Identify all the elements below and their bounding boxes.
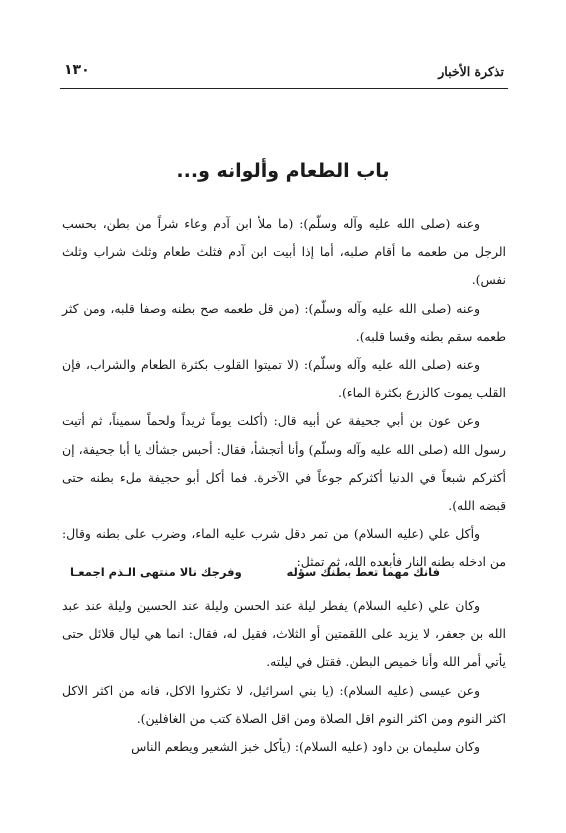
chapter-title: باب الطعام وألوانه و... [176, 160, 390, 182]
paragraph: وعنه (صلى الله عليه وآله وسلّم): (لا تميتوا القلوب بكثرة الطعام والشراب، فإن القلب يموت كالزرع بكثرة الماء). [62, 357, 506, 401]
text-block-top [62, 210, 506, 577]
page-number: ١٣٠ [64, 62, 90, 78]
paragraph: وكان علي (عليه السلام) يفطر ليلة عند الحسن وليلة عند الحسين وليلة عند عبد الله بن جعفر، لا يزيد على اللقمتين أو الثلاث، فقيل له، فقال: انما هي ليال قلائل حتى يأتي أمر الله وأنا خميص البطن. فقتل في ليلته. [62, 598, 506, 670]
paragraph: وعنه (صلى الله عليه وآله وسلّم): (من قل طعمه صح بطنه وصفا قلبه، ومن كثر طعمه سقم بطنه وقسا قلبه). [62, 300, 506, 344]
verse-hemistich-right: فانك مهما تعط بطنك سؤله [286, 565, 440, 579]
page-header [60, 58, 508, 89]
text-block-bottom [62, 592, 506, 761]
paragraph: وعنه (صلى الله عليه وآله وسلّم): (ما ملأ ابن آدم وعاء شراً من بطن، بحسب الرجل من طعمه ما أقام صلبه، أما إذا أبيت ابن آدم فثلث طعام وثلث شراب وثلث نفس). [62, 216, 506, 288]
verse-hemistich-left: وفرجك نالا منتهى الـذم اجمعـا [70, 565, 242, 579]
paragraph: وأكل علي (عليه السلام) من تمر دقل شرب عليه الماء، وضرب على بطنه وقال: من ادخله بطنه النار فأبعده الله، ثم تمثل: [62, 526, 506, 570]
paragraph: وعن عون بن أبي جحيفة عن أبيه قال: (أكلت يوماً ثريداً ولحماً سميناً، ثم أتيت رسول الله (صلى الله عليه وآله وسلّم) وأنا أتجشأ، فقال: أحبس جشأك يا أبا جحيفة، إن أكثركم شبعاً في الدنيا أكثركم جوعاً في الآخرة. فما أكل أبو حجيفة ملء بطنه حتى قبضه الله). [62, 413, 506, 514]
paragraph: وكان سليمان بن داود (عليه السلام): (يأكل خبز الشعير ويطعم الناس [131, 739, 480, 755]
poetry-verse [70, 565, 500, 587]
running-title: تذكرة الأخبار [438, 64, 504, 79]
paragraph: وعن عيسى (عليه السلام): (يا بني اسرائيل، لا تكثروا الاكل، فانه من اكثر الاكل اكثر النوم ومن اكثر النوم اقل الصلاة ومن اقل الصلاة كتب من الغافلين). [62, 682, 506, 726]
